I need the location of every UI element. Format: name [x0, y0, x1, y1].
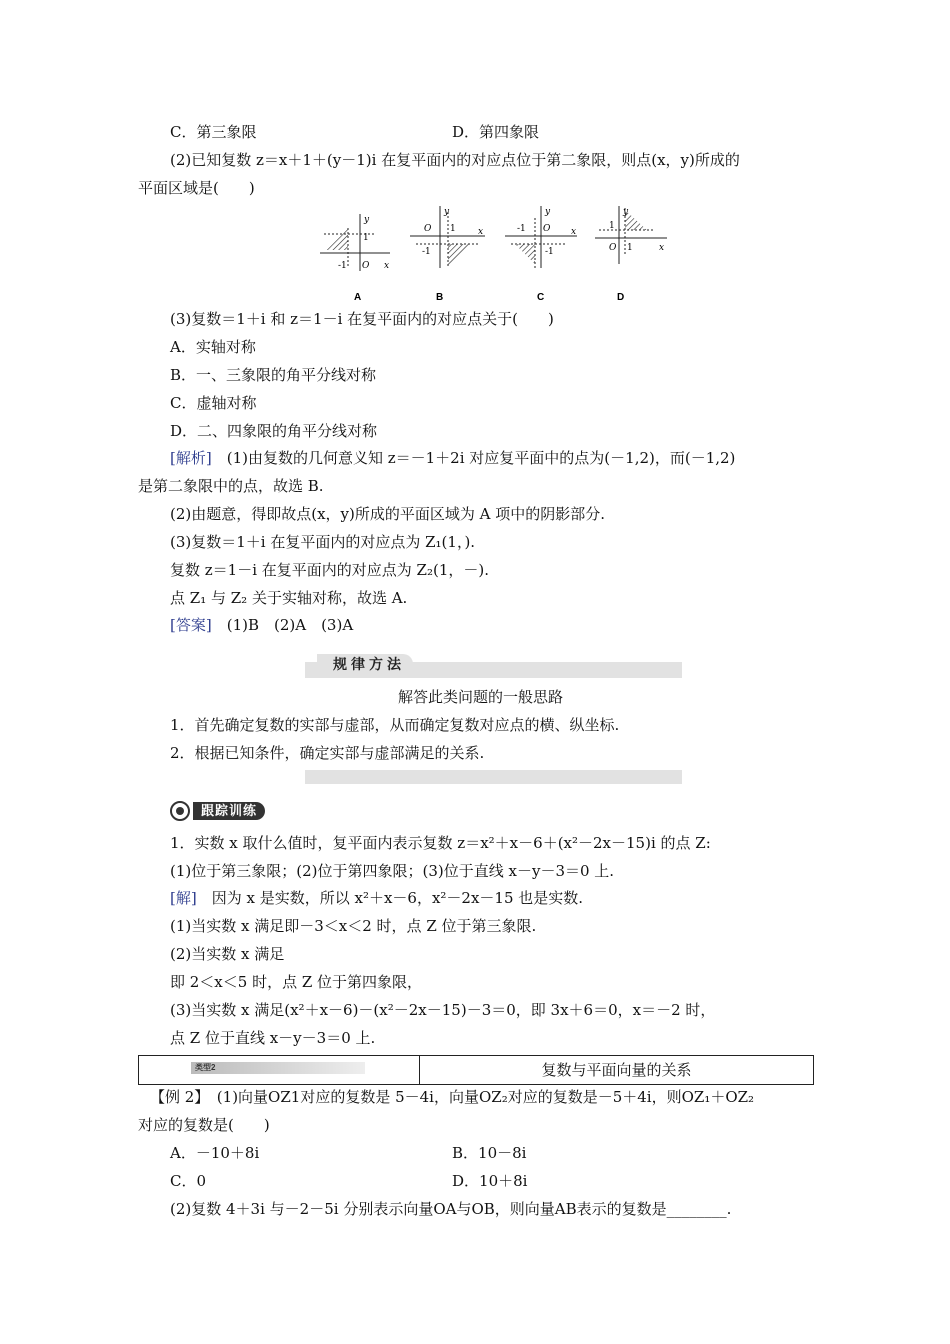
- example-option-a: A．－10＋8i: [170, 1144, 260, 1162]
- solution-line-3: (2)当实数 x 满足: [170, 945, 285, 963]
- graph-d-one: 1: [609, 221, 615, 231]
- example-option-d: D．10＋8i: [452, 1172, 528, 1190]
- graph-a-label: A: [354, 292, 362, 303]
- analysis-tag: [解析]: [170, 449, 212, 467]
- graph-a-o: O: [362, 261, 370, 271]
- type-title: 复数与平面向量的关系: [541, 1061, 692, 1079]
- question-3: (3)复数＝1＋i 和 z＝1－i 在复平面内的对应点关于( ): [170, 310, 554, 328]
- solution-line-5: (3)当实数 x 满足(x²＋x－6)－(x²－2x－15)－3＝0，即 3x＋6＝0，x＝－2 时，: [170, 1001, 716, 1019]
- solution-text-1: 因为 x 是实数，所以 x²＋x－6，x²－2x－15 也是实数.: [196, 889, 584, 907]
- example-option-b: B．10－8i: [452, 1144, 527, 1162]
- q3-option-d: D．二、四象限的角平分线对称: [170, 422, 378, 440]
- analysis-text-1: (1)由复数的几何意义知 z＝－1＋2i 对应复平面中的点为(－1,2)，而(－1,2): [211, 449, 736, 467]
- graph-a-y: y: [364, 215, 370, 225]
- graph-d-label: D: [617, 292, 625, 303]
- analysis-line-2: 是第二象限中的点，故选 B.: [138, 477, 324, 495]
- graph-c-label: C: [537, 292, 545, 303]
- graph-d: [595, 206, 667, 303]
- graph-d-y: y: [623, 207, 629, 217]
- method-bottom-band: [305, 770, 682, 784]
- analysis-line-1: [170, 447, 735, 469]
- method-title: 规律方法: [325, 654, 413, 674]
- graph-b-x: x: [478, 227, 484, 237]
- graph-c-neg-one: -1: [545, 247, 554, 257]
- analysis-line-3: (2)由题意，得即故点(x，y)所成的平面区域为 A 项中的阴影部分.: [170, 505, 606, 523]
- exercise-1: 1．实数 x 取什么值时，复平面内表示复数 z＝x²＋x－6＋(x²－2x－15)i 的点 Z:: [170, 834, 711, 852]
- graph-c-x: x: [571, 227, 577, 237]
- q3-option-c: C．虚轴对称: [170, 394, 257, 412]
- graph-b-label: B: [436, 292, 444, 303]
- region-graphs: [320, 206, 680, 306]
- answer-text: (1)B (2)A (3)A: [211, 616, 354, 634]
- answer-tag: [答案]: [170, 616, 212, 634]
- graph-b-y: y: [444, 207, 450, 217]
- graph-a-minus-one: -1: [338, 261, 347, 271]
- solution-tag: [解]: [170, 889, 197, 907]
- solution-line-4: 即 2＜x＜5 时，点 Z 位于第四象限，: [170, 973, 423, 991]
- graph-c-minus-one: -1: [517, 224, 526, 234]
- q3-option-b: B．一、三象限的角平分线对称: [170, 366, 377, 384]
- q3-option-a: A．实轴对称: [170, 338, 256, 356]
- exercise-1-parts: (1)位于第三象限；(2)位于第四象限；(3)位于直线 x－y－3＝0 上.: [170, 862, 615, 880]
- option-c: C．第三象限: [170, 123, 257, 141]
- graph-a-x: x: [384, 261, 390, 271]
- tracking-label: 跟踪训练: [193, 802, 265, 820]
- type-header: [138, 1055, 814, 1085]
- method-subtitle: 解答此类问题的一般思路: [398, 688, 564, 706]
- target-icon: [170, 801, 190, 821]
- graph-c: [505, 206, 577, 303]
- analysis-line-4: (3)复数＝1＋i 在复平面内的对应点为 Z₁(1，).: [170, 533, 476, 551]
- solution-line-2: (1)当实数 x 满足即－3＜x＜2 时，点 Z 位于第三象限.: [170, 917, 537, 935]
- example-option-c: C．0: [170, 1172, 207, 1190]
- method-item-1: 1．首先确定复数的实部与虚部，从而确定复数对应点的横、纵坐标.: [170, 716, 620, 734]
- type-badge-cell: [139, 1056, 420, 1084]
- graph-b-one: 1: [450, 224, 456, 234]
- solution-line-6: 点 Z 位于直线 x－y－3＝0 上.: [170, 1029, 376, 1047]
- tracking-header: [170, 800, 265, 822]
- graph-b-minus-one: -1: [422, 247, 431, 257]
- graph-d-one-x: 1: [627, 243, 633, 253]
- graph-a: [320, 214, 390, 303]
- type-badge: 类型2: [191, 1062, 365, 1074]
- question-2-line: (2)已知复数 z＝x＋1＋(y－1)i 在复平面内的对应点位于第二象限，则点(x，y)所成的: [170, 151, 740, 169]
- graph-b-o: O: [424, 224, 432, 234]
- example-2-line-1: 【例 2】 (1)向量OZ1对应的复数是 5－4i，向量OZ₂对应的复数是－5＋4i，则OZ₁＋OZ₂: [150, 1088, 755, 1106]
- method-item-2: 2．根据已知条件，确定实部与虚部满足的关系.: [170, 744, 485, 762]
- graph-d-o: O: [609, 243, 617, 253]
- graph-c-o: O: [543, 224, 551, 234]
- graph-c-y: y: [545, 207, 551, 217]
- graph-a-one: 1: [363, 233, 369, 243]
- analysis-line-5: 复数 z＝1－i 在复平面内的对应点为 Z₂(1，－).: [170, 561, 490, 579]
- graph-d-x: x: [659, 243, 665, 253]
- option-d: D．第四象限: [452, 123, 540, 141]
- analysis-line-6: 点 Z₁ 与 Z₂ 关于实轴对称，故选 A.: [170, 589, 408, 607]
- question-2-cont: 平面区域是( ): [138, 179, 255, 197]
- solution-line-1: [170, 887, 583, 909]
- example-2-line-2: 对应的复数是( ): [138, 1116, 270, 1134]
- graph-b: [410, 206, 485, 303]
- example-2-part-2: (2)复数 4＋3i 与－2－5i 分别表示向量OA与OB，则向量AB表示的复数是________.: [170, 1200, 732, 1218]
- answer-line: [170, 614, 353, 636]
